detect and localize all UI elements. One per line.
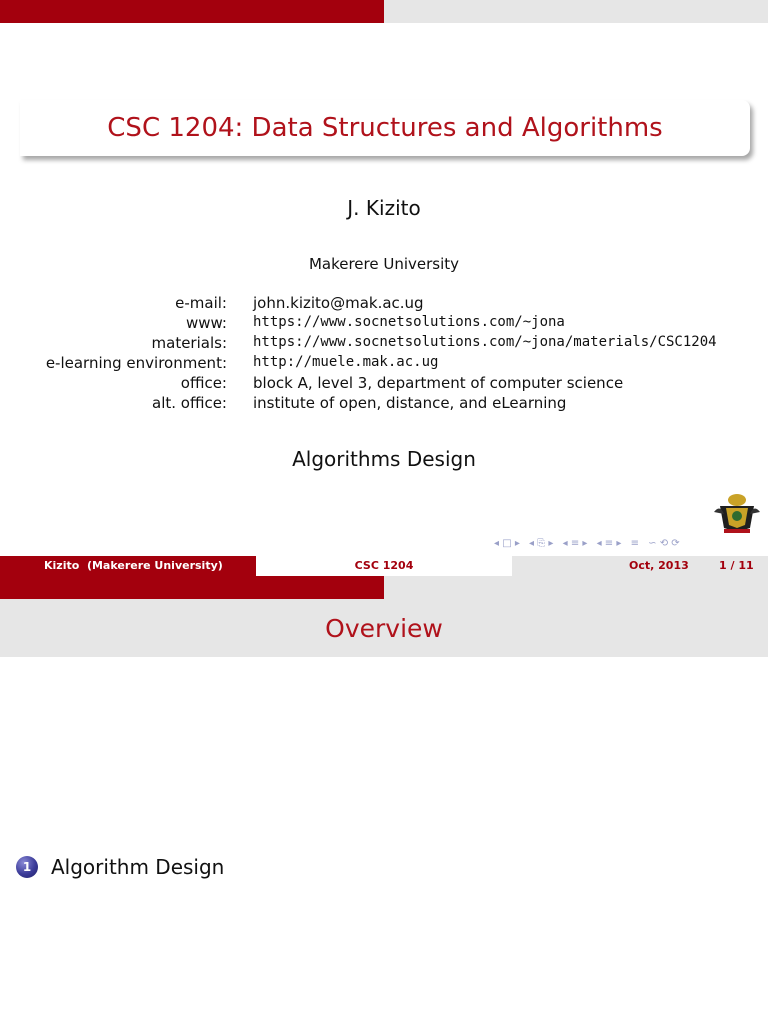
frame-title: Overview — [325, 613, 443, 643]
subtitle-date-line: Algorithms Design — [292, 447, 476, 471]
header-bar-grey — [384, 0, 768, 23]
alt-office-value: institute of open, distance, and eLearning — [253, 394, 567, 412]
footer-author: Kizito (Makerere University) — [44, 559, 223, 572]
author-name: J. Kizito — [347, 196, 421, 220]
nav-frame-icon[interactable]: ◂ □ ▸ — [494, 538, 520, 549]
info-label: e-learning environment: — [45, 354, 227, 372]
header-bar — [0, 576, 768, 599]
footer-page-number: 1 / 11 — [719, 559, 754, 572]
info-row-office — [0, 374, 768, 394]
title-box — [20, 100, 750, 156]
footer-date: Oct, 2013 — [629, 559, 689, 572]
info-row-elearning — [0, 354, 768, 374]
footer-title-box — [256, 556, 512, 576]
header-bar-grey — [384, 576, 768, 599]
beamer-navigation-symbols — [494, 538, 764, 552]
info-label: www: — [185, 314, 227, 332]
header-bar — [0, 0, 768, 23]
institute-name: Makerere University — [308, 255, 460, 273]
info-label: office: — [180, 374, 227, 392]
toc-item-label: Algorithm Design — [51, 855, 225, 879]
makerere-crest-icon — [712, 492, 762, 534]
header-bar-red — [0, 576, 384, 599]
footer-course: CSC 1204 — [354, 559, 414, 572]
www-link[interactable]: https://www.socnetsolutions.com/~jona — [253, 314, 565, 330]
footer-date-box — [512, 556, 768, 576]
info-row-alt-office — [0, 394, 768, 414]
info-label: e-mail: — [175, 294, 227, 312]
nav-subsection-icon[interactable]: ◂ ⎘ ▸ — [529, 538, 554, 549]
frame-title-bar — [0, 599, 768, 657]
email-value[interactable]: john.kizito@mak.ac.ug — [253, 294, 424, 312]
office-value: block A, level 3, department of computer science — [253, 374, 624, 392]
nav-document-icon[interactable]: ◂ ≡ ▸ — [596, 538, 622, 549]
nav-search-icon[interactable]: ∽ ⟲ ⟳ — [648, 538, 680, 549]
info-label: materials: — [151, 334, 227, 352]
footer-bar — [0, 556, 768, 576]
nav-section-icon[interactable]: ◂ ≡ ▸ — [562, 538, 588, 549]
info-row-email — [0, 294, 768, 314]
info-row-materials — [0, 334, 768, 354]
toc-number-ball: 1 — [16, 856, 38, 878]
nav-toc-icon[interactable]: ≡ — [630, 538, 639, 549]
elearning-link[interactable]: http://muele.mak.ac.ug — [253, 354, 439, 370]
presentation-title: CSC 1204: Data Structures and Algorithms — [107, 113, 663, 143]
info-label: alt. office: — [152, 394, 227, 412]
header-bar-red — [0, 0, 384, 23]
toc-item[interactable] — [16, 852, 224, 882]
overview-slide — [0, 576, 768, 1024]
materials-link[interactable]: https://www.socnetsolutions.com/~jona/materials/CSC1204 — [253, 334, 717, 350]
info-row-www — [0, 314, 768, 334]
footer-author-box — [0, 556, 256, 576]
